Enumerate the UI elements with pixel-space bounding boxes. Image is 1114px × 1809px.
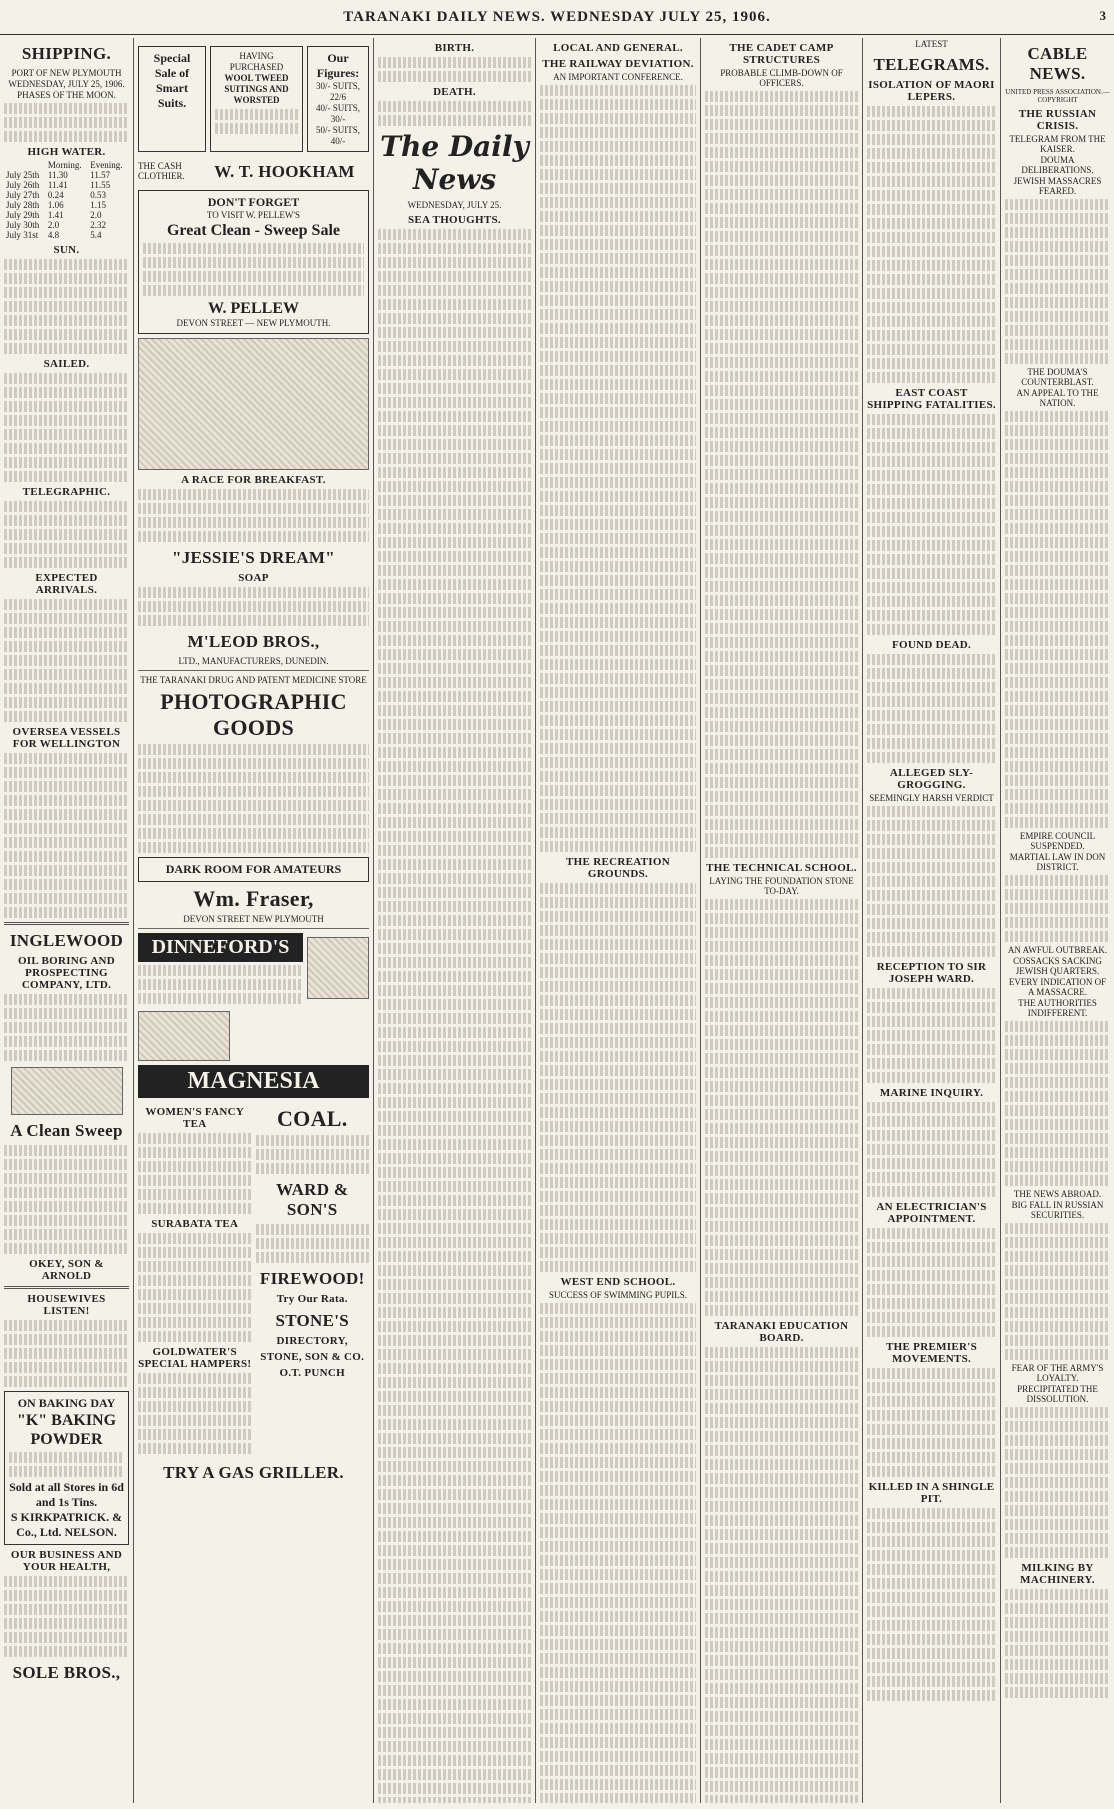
kirkpatrick-name: S KIRKPATRICK. & Co., Ltd. NELSON. <box>10 1510 123 1539</box>
swimming-success: SUCCESS OF SWIMMING PUPILS. <box>548 1290 688 1300</box>
pellew-ad <box>138 190 369 334</box>
sun-table <box>4 259 129 354</box>
column-telegrams <box>863 38 1000 1803</box>
price-1: 30/- SUITS, 22/6 <box>315 81 360 102</box>
martial-law: MARTIAL LAW IN DON DISTRICT. <box>1009 852 1106 872</box>
precipitated: PRECIPITATED THE DISSOLUTION. <box>1017 1384 1098 1404</box>
ward-sons: WARD & SON'S <box>276 1180 349 1219</box>
table-row: July 27th 0.24 0.53 <box>6 190 107 200</box>
east-coast: EAST COAST SHIPPING FATALITIES. <box>867 387 996 411</box>
column-cable <box>1001 38 1114 1803</box>
baking-powder-ad <box>4 1391 129 1545</box>
dont-forget: DON'T FORGET <box>207 195 300 209</box>
telegraphic-text <box>4 501 129 568</box>
west-end-school: WEST END SCHOOL. <box>560 1276 676 1288</box>
magnesia: MAGNESIA <box>138 1065 369 1098</box>
appeal-nation: AN APPEAL TO THE NATION. <box>1016 388 1099 408</box>
column-editorial <box>374 38 535 1803</box>
laying-stone: LAYING THE FOUNDATION STONE TO-DAY. <box>709 876 854 896</box>
inglewood-heading: INGLEWOOD <box>9 931 124 950</box>
milking-machinery: MILKING BY MACHINERY. <box>1020 1562 1095 1586</box>
magnesia-bottle-image <box>138 1011 230 1061</box>
fancy-tea: WOMEN'S FANCY TEA <box>145 1106 245 1130</box>
empire-council: EMPIRE COUNCIL SUSPENDED. <box>1019 831 1096 851</box>
fraser-name: Wm. Fraser, <box>193 886 314 911</box>
punch: O.T. PUNCH <box>279 1367 345 1379</box>
masthead-title: TARANAKI DAILY NEWS. WEDNESDAY JULY 25, 1906. <box>343 9 771 25</box>
probable-climbdown: PROBABLE CLIMB-DOWN OF OFFICERS. <box>720 68 843 88</box>
bottle-image <box>307 937 369 999</box>
electrician-appointment: AN ELECTRICIAN'S APPOINTMENT. <box>876 1201 987 1225</box>
russian-crisis: THE RUSSIAN CRISIS. <box>1018 108 1097 132</box>
big-fall: BIG FALL IN RUSSIAN SECURITIES. <box>1011 1200 1104 1220</box>
table-row: July 26th 11.41 11.55 <box>6 180 111 190</box>
business-text <box>4 1576 129 1657</box>
harsh-verdict: SEEMINGLY HARSH VERDICT <box>869 793 994 803</box>
sailed-heading: SAILED. <box>43 358 90 370</box>
douma-deliberations: DOUMA DELIBERATIONS. <box>1021 155 1094 175</box>
maori-lepers: ISOLATION OF MAORI LEPERS. <box>868 79 995 103</box>
cadet-camp: THE CADET CAMP STRUCTURES <box>729 42 834 66</box>
clean-sweep-sale: Great Clean - Sweep Sale <box>166 222 340 239</box>
gas-griller: TRY A GAS GRILLER. <box>163 1463 344 1482</box>
stone-son: STONE, SON & CO. <box>260 1351 365 1363</box>
sole-bros: SOLE BROS., <box>12 1663 121 1682</box>
editorial-body <box>378 229 531 1803</box>
shipping-date: WEDNESDAY, JULY 25, 1906. <box>8 79 125 89</box>
masthead <box>0 0 1114 35</box>
editorial-date: WEDNESDAY, JULY 25. <box>407 200 502 210</box>
column-advertisements <box>134 38 373 1803</box>
oil-company-heading: OIL BORING AND PROSPECTING COMPANY, LTD. <box>17 955 116 991</box>
education-board: TARANAKI EDUCATION BOARD. <box>714 1320 849 1344</box>
technical-school: THE TECHNICAL SCHOOL. <box>706 862 857 874</box>
goldwater-hampers: GOLDWATER'S SPECIAL HAMPERS! <box>138 1346 252 1370</box>
coal-heading: COAL. <box>276 1106 348 1131</box>
cable-news: CABLE NEWS. <box>1027 44 1088 83</box>
jessies-dream: "JESSIE'S DREAM" <box>171 548 336 567</box>
sun-heading: SUN. <box>53 244 80 256</box>
mcleod-bros: M'LEOD BROS., <box>187 632 320 651</box>
overseas-text <box>4 753 129 918</box>
dinnefords: DINNEFORD'S <box>138 933 303 962</box>
shipping-heading: SHIPPING. <box>21 44 112 63</box>
drug-store: THE TARANAKI DRUG AND PATENT MEDICINE STORE <box>140 675 367 685</box>
soap-label: SOAP <box>238 572 269 584</box>
k-baking-powder: "K" BAKING POWDER <box>16 1412 117 1448</box>
table-row: July 29th 1.41 2.0 <box>6 210 102 220</box>
column-railway <box>536 38 700 1803</box>
firewood: FIREWOOD! <box>259 1269 365 1288</box>
having-purchased: HAVING PURCHASED <box>229 51 284 72</box>
found-dead: FOUND DEAD. <box>891 639 972 651</box>
press-association: UNITED PRESS ASSOCIATION.—COPYRIGHT <box>1005 88 1110 104</box>
kaiser-telegram: TELEGRAM FROM THE KAISER. <box>1009 134 1106 154</box>
race-heading: A RACE FOR BREAKFAST. <box>181 474 326 486</box>
carpet-sweeper-image <box>11 1067 123 1115</box>
pellew-address: DEVON STREET — NEW PLYMOUTH. <box>176 318 331 328</box>
tide-table: Morning. Evening. July 25th 11.30 11.57 July 26th 11.41 11.55 July 27th 0.24 0.53 July 28th 1.06 1.15 July 29th 1.41 2.0 July 30th 2.0 2.32 July 31st 4.8 5.4 <box>4 160 129 240</box>
dark-room: DARK ROOM FOR AMATEURS <box>165 862 342 876</box>
moon-text <box>4 103 129 142</box>
sailed-text <box>4 373 129 482</box>
expected-text <box>4 599 129 722</box>
table-row: July 28th 1.06 1.15 <box>6 200 107 210</box>
wool-tweed: WOOL TWEED SUITINGS AND WORSTED <box>224 73 289 105</box>
fear-army: FEAR OF THE ARMY'S LOYALTY. <box>1011 1363 1104 1383</box>
birth-heading: BIRTH. <box>434 42 475 54</box>
table-row: July 31st 4.8 5.4 <box>6 230 102 240</box>
jewish-massacres: JEWISH MASSACRES FEARED. <box>1013 176 1102 196</box>
sly-grogging: ALLEGED SLY-GROGGING. <box>889 767 974 791</box>
expected-heading: EXPECTED ARRIVALS. <box>35 572 98 596</box>
hookham-name: W. T. HOOKHAM <box>214 162 355 181</box>
table-row: July 30th 2.0 2.32 <box>6 220 107 230</box>
photographic-goods: PHOTOGRAPHIC GOODS <box>160 689 347 740</box>
news-abroad: THE NEWS ABROAD. <box>1013 1189 1102 1199</box>
breakfast-race-image <box>138 338 369 470</box>
visit-pellew: TO VISIT W. PELLEW'S <box>206 210 301 220</box>
important-conference: AN IMPORTANT CONFERENCE. <box>553 72 683 82</box>
mcleod-manufacturers: LTD., MANUFACTURERS, DUNEDIN. <box>178 656 329 666</box>
awful-outbreak: AN AWFUL OUTBREAK. <box>1007 945 1108 955</box>
recreation-grounds: THE RECREATION GROUNDS. <box>566 856 670 880</box>
railway-deviation: THE RAILWAY DEVIATION. <box>542 58 694 70</box>
high-water-heading: HIGH WATER. <box>27 146 106 158</box>
clean-sweep-heading: A Clean Sweep <box>10 1121 123 1140</box>
douma-counterblast: THE DOUMA'S COUNTERBLAST. <box>1021 367 1094 387</box>
fraser-address: DEVON STREET NEW PLYMOUTH <box>183 914 324 924</box>
telegrams-heading: TELEGRAMS. <box>873 55 990 74</box>
price-2: 40/- SUITS, 30/- <box>315 103 360 124</box>
sold-at-stores: Sold at all Stores in 6d and 1s Tins. <box>9 1480 124 1509</box>
authorities-indifferent: THE AUTHORITIES INDIFFERENT. <box>1018 998 1097 1018</box>
death-heading: DEATH. <box>433 86 476 98</box>
our-figures: Our Figures: <box>316 51 360 80</box>
directory: DIRECTORY, <box>276 1335 348 1347</box>
okey-name: OKEY, SON & ARNOLD <box>29 1258 104 1282</box>
table-row: July 25th 11.30 11.57 <box>6 170 111 180</box>
price-3: 50/- SUITS, 40/- <box>315 125 360 146</box>
cossacks-sacking: COSSACKS SACKING JEWISH QUARTERS. <box>1013 956 1102 976</box>
sir-joseph-ward: RECEPTION TO SIR JOSEPH WARD. <box>876 961 987 985</box>
local-general: LOCAL AND GENERAL. <box>553 42 683 54</box>
shingle-pit: KILLED IN A SHINGLE PIT. <box>868 1481 995 1505</box>
housewives-heading: HOUSEWIVES LISTEN! <box>27 1293 106 1317</box>
try-rata: Try Our Rata. <box>276 1293 348 1305</box>
baking-day: ON BAKING DAY <box>17 1396 116 1410</box>
surabaya-tea: SURABATA TEA <box>151 1218 239 1230</box>
marine-inquiry: MARINE INQUIRY. <box>879 1087 984 1099</box>
page-number: 3 <box>1099 8 1106 23</box>
special-sale: Special Sale of Smart Suits. <box>153 51 191 110</box>
daily-news-title: The Daily News <box>380 130 529 196</box>
oil-company-text <box>4 994 129 1061</box>
pellew-name: W. PELLEW <box>208 300 299 317</box>
moon-heading: PHASES OF THE MOON. <box>17 90 116 100</box>
latest-label: LATEST <box>915 39 948 49</box>
business-heading: OUR BUSINESS AND YOUR HEALTH, <box>10 1549 123 1573</box>
premiers-movements: THE PREMIER'S MOVEMENTS. <box>886 1341 977 1365</box>
column-shipping <box>0 38 133 1803</box>
cash-clothier: THE CASH CLOTHIER. <box>138 161 185 181</box>
housewives-text <box>4 1320 129 1387</box>
stones: STONE'S <box>275 1311 350 1330</box>
clean-sweep-text <box>4 1145 129 1254</box>
column-cadet <box>701 38 862 1803</box>
overseas-heading: OVERSEA VESSELS FOR WELLINGTON <box>12 726 121 750</box>
every-indication: EVERY INDICATION OF A MASSACRE. <box>1008 977 1107 997</box>
sea-thoughts: SEA THOUGHTS. <box>408 214 501 226</box>
telegraphic-heading: TELEGRAPHIC. <box>22 486 111 498</box>
port-heading: PORT OF NEW PLYMOUTH <box>11 68 122 78</box>
